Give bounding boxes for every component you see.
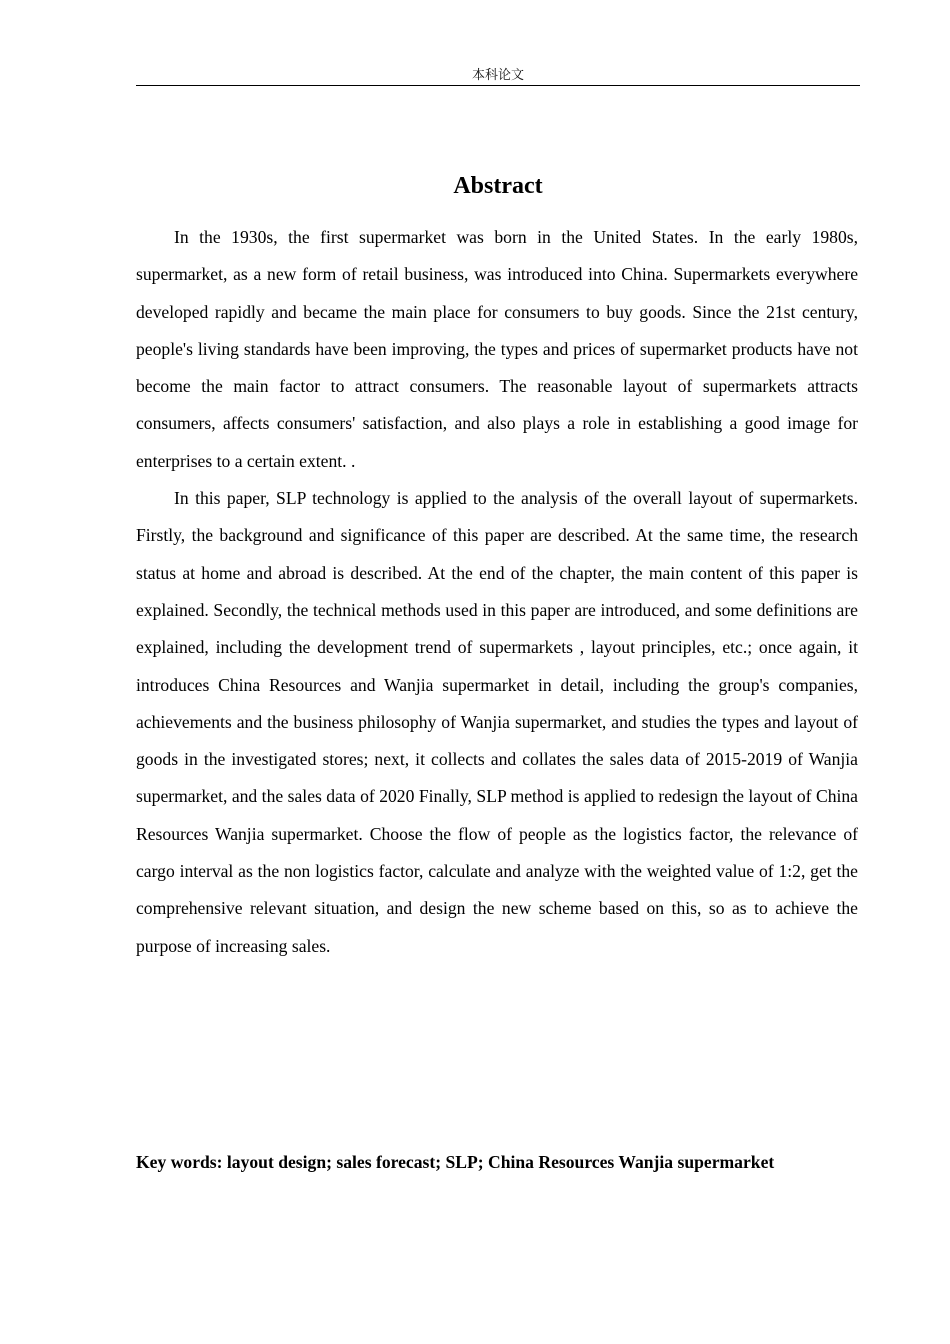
running-header: 本科论文: [471, 68, 524, 83]
abstract-paragraph-2: In this paper, SLP technology is applied to the analysis of the overall layout of supermarkets. Firstly, the background and significance of this paper are described. At the same time, the research status at home and abroad is described. At the end of the chapter, the main content of this paper is explained. Secondly, the technical methods used in this paper are introduced, and some definitions are explained, including the development trend of supermarkets , layout principles, etc.; once again, it introduces China Resources and Wanjia supermarket in detail, including the group's companies, achievements and the business philosophy of Wanjia supermarket, and studies the types and layout of goods in the investigated stores; next, it collects and collates the sales data of 2015-2019 of Wanjia supermarket, and the sales data of 2020 Finally, SLP method is applied to redesign the layout of China Resources Wanjia supermarket. Choose the flow of people as the logistics factor, the relevance of cargo interval as the non logistics factor, calculate and analyze with the weighted value of 1:2, get the comprehensive relevant situation, and design the new scheme based on this, so as to achieve the purpose of increasing sales.: [136, 488, 858, 956]
abstract-body: [136, 219, 858, 965]
abstract-title: Abstract: [453, 173, 543, 199]
header-rule: [136, 85, 860, 86]
keywords-line: Key words: layout design; sales forecast; SLP; China Resources Wanjia supermarket: [136, 1152, 775, 1172]
abstract-paragraph-1: In the 1930s, the first supermarket was born in the United States. In the early 1980s, supermarket, as a new form of retail business, was introduced into China. Supermarkets everywhere developed rapidly and became the main place for consumers to buy goods. Since the 21st century, people's living standards have been improving, the types and prices of supermarket products have not become the main factor to attract consumers. The reasonable layout of supermarkets attracts consumers, affects consumers' satisfaction, and also plays a role in establishing a good image for enterprises to a certain extent. .: [136, 227, 858, 471]
